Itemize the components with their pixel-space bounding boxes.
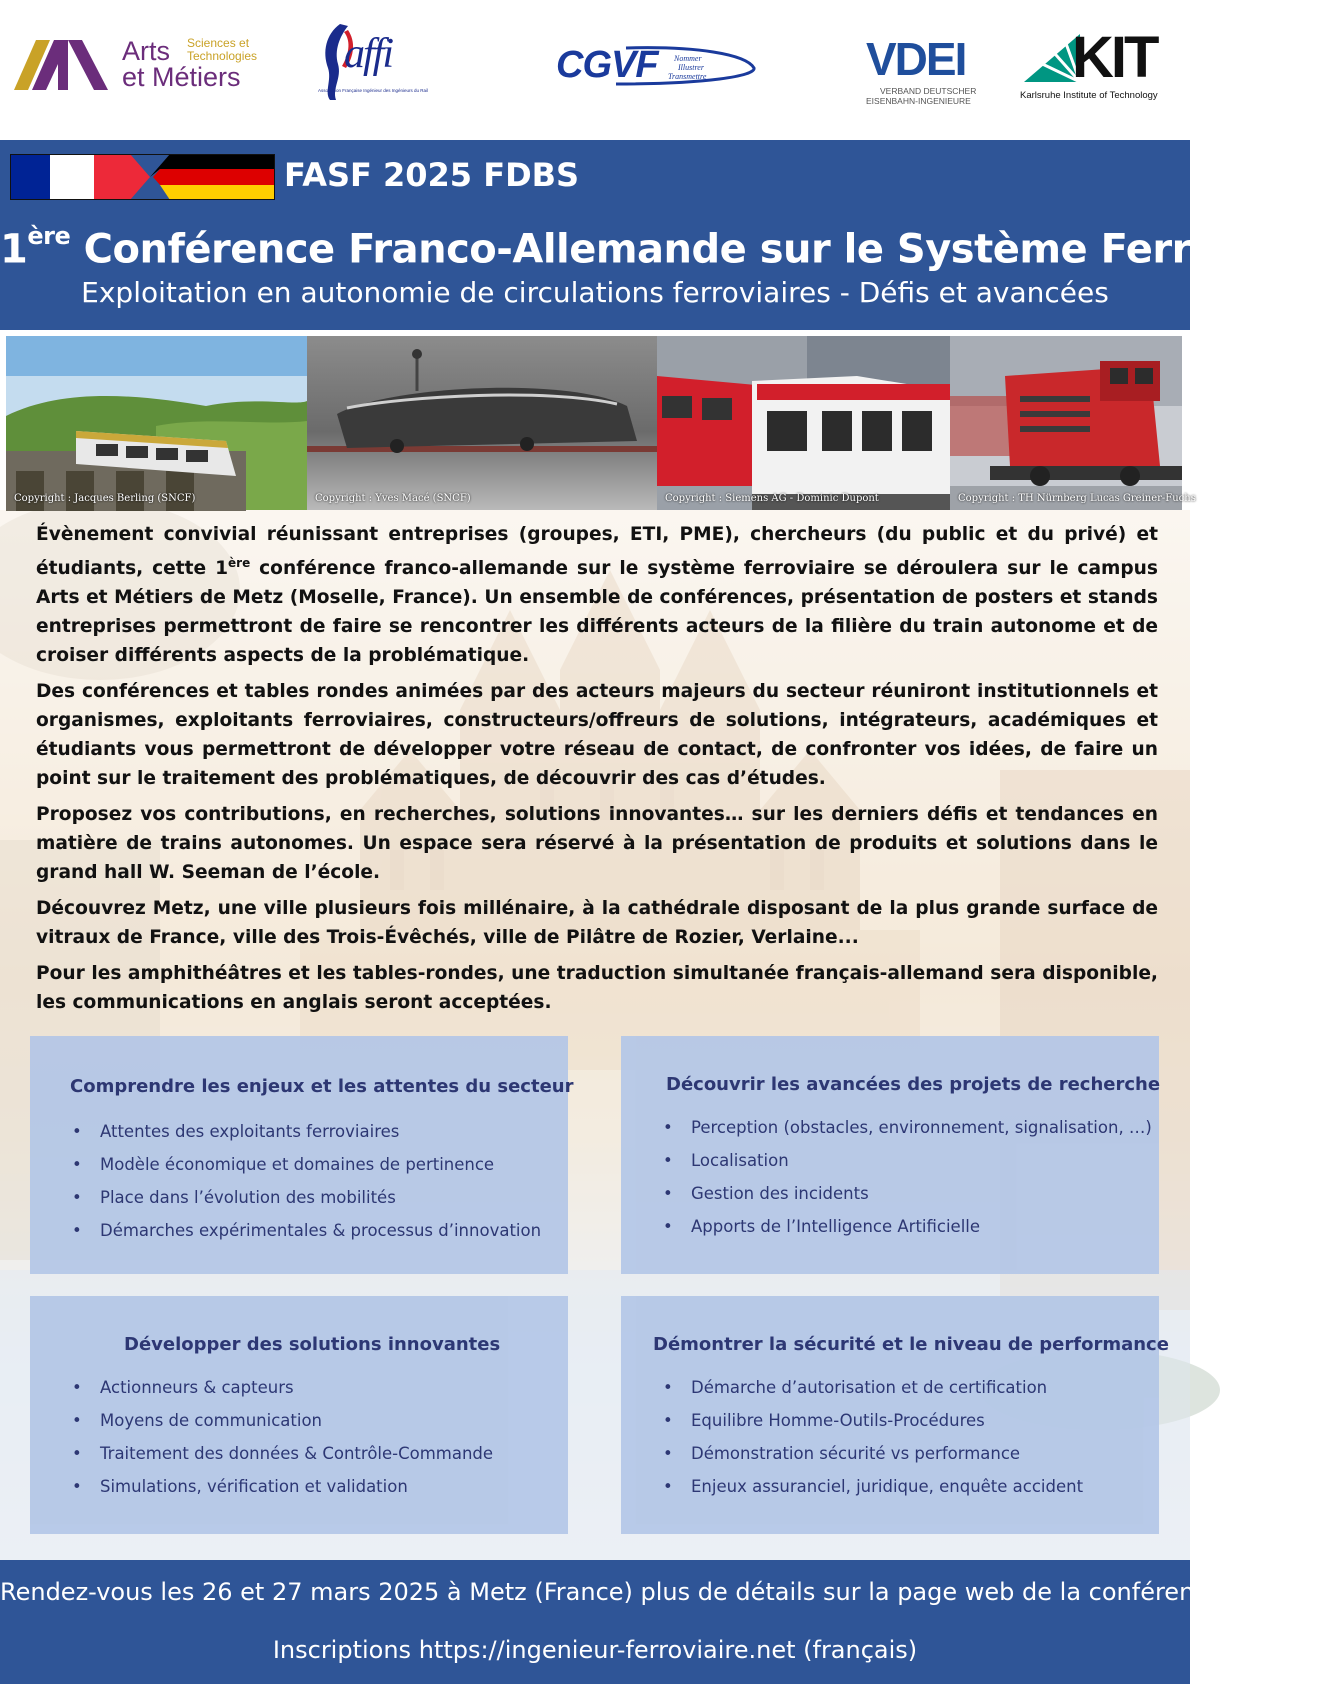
topic-box-solutions bbox=[30, 1296, 568, 1534]
list-item: • Démonstration sécurité vs performance bbox=[661, 1442, 1083, 1475]
event-code: FASF 2025 FDBS bbox=[284, 156, 580, 194]
photo-credit: Copyright : TH Nürnberg Lucas Greiner-Fuchs bbox=[958, 493, 1196, 504]
list-item: • Attentes des exploitants ferroviaires bbox=[70, 1120, 541, 1153]
list-item: • Démarches expérimentales & processus d’innovation bbox=[70, 1219, 541, 1252]
intro-p1-part-a: Évènement convivial réunissant entreprises (groupes, ETI, PME), chercheurs (du public et du privé) et étudiants, cette 1 bbox=[36, 524, 1158, 580]
topic-box-enjeux bbox=[30, 1036, 574, 1274]
intro-paragraph-5: Pour les amphithéâtres et les tables-rondes, une traduction simultanée français-allemand sera disponible, les communications en anglais seront acceptées. bbox=[36, 963, 1158, 1014]
list-item: • Equilibre Homme-Outils-Procédures bbox=[661, 1409, 1083, 1442]
photo-autonomous-robot bbox=[307, 336, 657, 510]
cgvf-tag1: Nommer bbox=[674, 54, 702, 63]
list-item: • Localisation bbox=[661, 1149, 1152, 1182]
list-item: • Traitement des données & Contrôle-Commande bbox=[70, 1442, 493, 1475]
intro-paragraph-1 bbox=[36, 520, 1158, 670]
list-item: • Modèle économique et domaines de pertinence bbox=[70, 1153, 541, 1186]
france-germany-flags-icon bbox=[10, 154, 275, 200]
photo-strip bbox=[6, 336, 1196, 510]
siemens-trains-image bbox=[657, 336, 950, 510]
photo-red-locomotive bbox=[950, 336, 1196, 510]
arts-logo-line2: et Métiers bbox=[122, 62, 241, 92]
list-item: • Perception (obstacles, environnement, signalisation, …) bbox=[661, 1116, 1152, 1149]
topic-list bbox=[661, 1116, 1152, 1248]
topic-title: Découvrir les avancées des projets de recherche bbox=[666, 1074, 1161, 1095]
topic-title: Démontrer la sécurité et le niveau de performance bbox=[653, 1334, 1169, 1355]
photo-credit: Copyright : Jacques Berling (SNCF) bbox=[14, 493, 196, 504]
vdei-logo-sub1: VERBAND DEUTSCHER bbox=[880, 86, 977, 96]
affi-logo-name: affi bbox=[344, 31, 393, 77]
list-item: • Apports de l’Intelligence Artificielle bbox=[661, 1215, 1152, 1248]
conference-header bbox=[0, 140, 1342, 330]
topic-title: Comprendre les enjeux et les attentes du secteur bbox=[70, 1076, 574, 1097]
kit-logo-name: KIT bbox=[1072, 25, 1157, 90]
cgvf-tag3: Transmettre bbox=[668, 72, 707, 81]
photo-viaduct-train bbox=[6, 336, 307, 510]
photo-siemens-trains bbox=[657, 336, 950, 510]
photo-credit: Copyright : Yves Macé (SNCF) bbox=[315, 493, 471, 504]
topic-box-securite bbox=[621, 1296, 1169, 1534]
vdei-logo-sub2: EISENBAHN-INGENIEURE bbox=[866, 96, 971, 106]
event-dates: Rendez-vous les 26 et 27 mars 2025 à Metz (France) plus de détails sur la page web de la conférence bbox=[0, 1578, 1223, 1606]
list-item: • Moyens de communication bbox=[70, 1409, 493, 1442]
list-item: • Enjeux assuranciel, juridique, enquête accident bbox=[661, 1475, 1083, 1508]
topic-list bbox=[70, 1376, 493, 1508]
arts-et-metiers-logo[interactable] bbox=[12, 36, 272, 96]
arts-logo-tag2: Technologies bbox=[187, 49, 258, 63]
arts-logo-line1: Arts bbox=[122, 36, 171, 66]
affi-logo[interactable] bbox=[318, 22, 448, 104]
viaduct-train-image bbox=[6, 336, 307, 510]
topic-title: Développer des solutions innovantes bbox=[124, 1334, 501, 1355]
intro-paragraph-2: Des conférences et tables rondes animées par des acteurs majeurs du secteur réuniront institutionnels et organismes, exploitants ferroviaires, constructeurs/offreurs de solutions, intégrateurs, académiques et étudiants vous permettront de développer votre réseau de contact, de confronter vos idées, de faire un point sur le traitement des problématiques, de découvrir des cas d’études. bbox=[36, 681, 1158, 790]
intro-paragraph-4: Découvrez Metz, une ville plusieurs fois millénaire, à la cathédrale disposant de la plus grande surface de vitraux de France, ville des Trois-Évêchés, ville de Pilâtre de Rozier, Verlaine... bbox=[36, 898, 1158, 949]
topic-box-recherche bbox=[621, 1036, 1159, 1274]
list-item: • Simulations, vérification et validation bbox=[70, 1475, 493, 1508]
registration-link[interactable]: Inscriptions https://ingenieur-ferroviaire.net (français) bbox=[272, 1636, 918, 1664]
intro-p1-ordinal: ère bbox=[228, 556, 251, 570]
cgvf-swoosh-icon bbox=[556, 44, 760, 90]
list-item: • Démarche d’autorisation et de certification bbox=[661, 1376, 1083, 1409]
intro-text bbox=[36, 520, 1158, 1024]
red-locomotive-image bbox=[950, 336, 1182, 510]
kit-logo-sub: Karlsruhe Institute of Technology bbox=[1020, 90, 1158, 101]
title-prefix: 1 bbox=[0, 226, 28, 273]
conference-title bbox=[0, 222, 1342, 273]
list-item: • Gestion des incidents bbox=[661, 1182, 1152, 1215]
title-ordinal: ère bbox=[27, 222, 71, 250]
conference-subtitle: Exploitation en autonomie de circulations ferroviaires - Défis et avancées bbox=[81, 276, 1109, 309]
vdei-logo-name: VDEI bbox=[866, 33, 966, 85]
title-rest: Conférence Franco-Allemande sur le Système Ferroviaire bbox=[70, 226, 1342, 273]
cgvf-tag2: Illustrer bbox=[678, 63, 704, 72]
autonomous-robot-image bbox=[307, 336, 657, 510]
cgvf-logo-name: CGVF bbox=[556, 44, 658, 86]
intro-paragraph-3: Proposez vos contributions, en recherches, solutions innovantes… sur les derniers défis et tendances en matière de trains autonomes. Un espace sera réservé à la présentation de produits et solutions dans le grand hall W. Seeman de l’école. bbox=[36, 804, 1158, 884]
topic-list bbox=[70, 1120, 541, 1252]
kit-logo[interactable] bbox=[1020, 25, 1170, 102]
photo-credit: Copyright : Siemens AG - Dominic Dupont bbox=[665, 493, 879, 504]
cgvf-logo[interactable] bbox=[556, 44, 760, 90]
list-item: • Place dans l’évolution des mobilités bbox=[70, 1186, 541, 1219]
arts-et-metiers-mark-icon bbox=[12, 36, 112, 96]
affi-logo-caption: Association Française Ingénieur des Ingénieurs du Rail bbox=[318, 88, 429, 93]
footer-banner bbox=[0, 1560, 1223, 1684]
vdei-logo[interactable] bbox=[866, 32, 986, 108]
partner-logos bbox=[0, 0, 1190, 140]
list-item: • Actionneurs & capteurs bbox=[70, 1376, 493, 1409]
intro-p1-part-b: conférence franco-allemande sur le système ferroviaire se déroulera sur le campus Arts et Métiers de Metz (Moselle, France). Un ensemble de conférences, présentation de posters et stands entreprises permettront de faire se rencontrer les différents acteurs de la filière du train autonome et de croiser différents aspects de la problématique. bbox=[36, 558, 1158, 667]
arts-logo-tag1: Sciences et bbox=[187, 36, 250, 50]
topic-list bbox=[661, 1376, 1083, 1508]
